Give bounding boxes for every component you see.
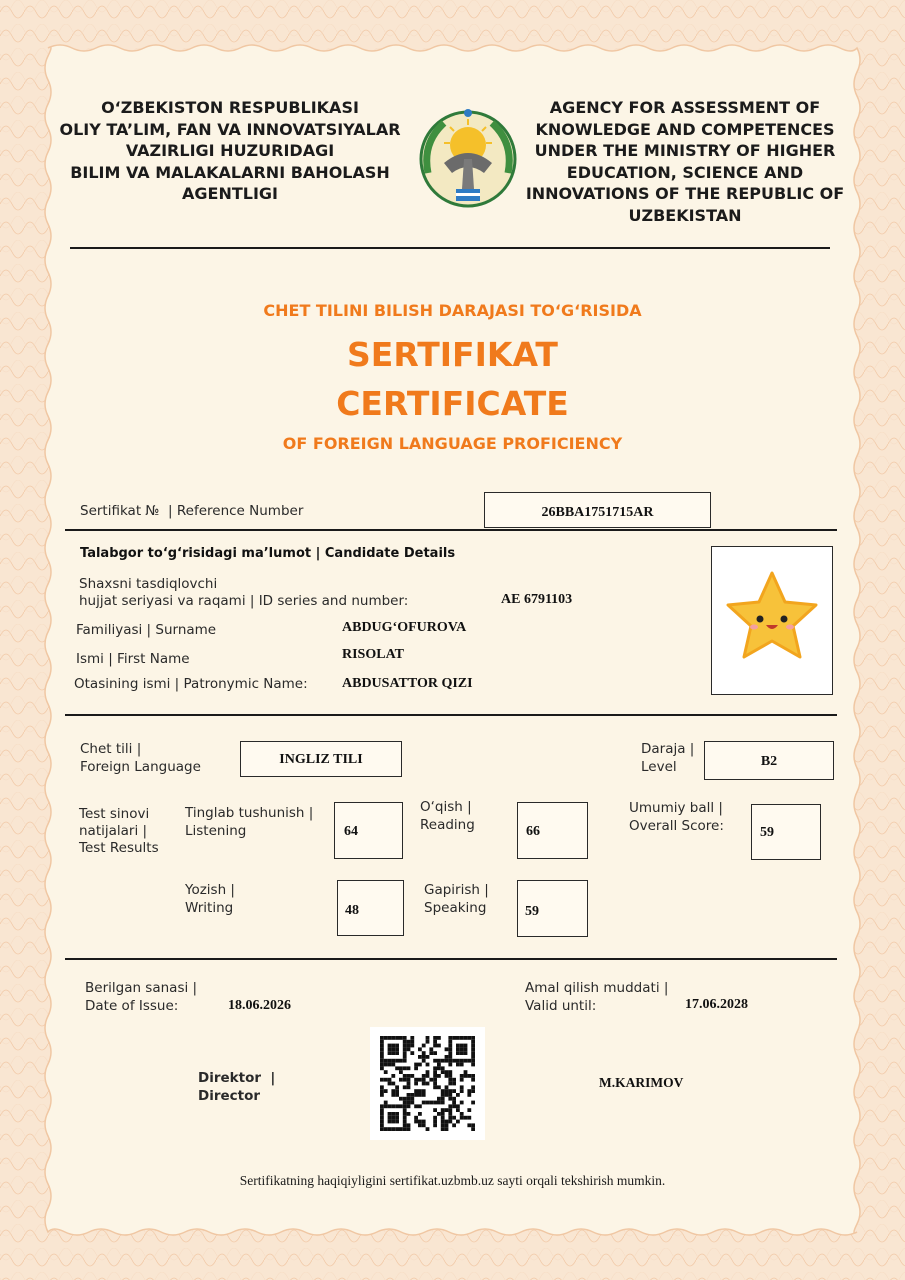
listening-label-line2: Listening — [185, 823, 247, 839]
star-smiley-icon — [712, 547, 832, 694]
reading-label-line1: O‘qish | — [420, 799, 472, 815]
speaking-value: 59 — [525, 904, 539, 919]
reference-value: 26BBA1751715AR — [541, 505, 654, 520]
header-right-line: UZBEKISTAN — [628, 205, 742, 225]
header-left — [55, 97, 405, 205]
director-name: M.KARIMOV — [599, 1075, 684, 1090]
reading-box — [517, 802, 588, 859]
issue-label-line1: Berilgan sanasi | — [85, 980, 198, 996]
header-left-line: AGENTLIGI — [182, 184, 278, 203]
director-label-line1: Direktor | — [198, 1070, 276, 1086]
header-right — [525, 97, 845, 226]
header-left-line: VAZIRLIGI HUZURIDAGI — [125, 141, 335, 160]
reading-label-line2: Reading — [420, 817, 475, 833]
overall-value: 59 — [760, 825, 774, 840]
lang-label-line2: Foreign Language — [80, 759, 201, 775]
surname-value: ABDUG‘OFUROVA — [342, 620, 467, 635]
header-left-line: O‘ZBEKISTON RESPUBLIKASI — [101, 98, 359, 117]
speaking-label-line2: Speaking — [424, 900, 487, 916]
title-uz: SERTIFIKAT — [347, 335, 558, 374]
overall-box — [751, 804, 821, 860]
header-right-line: UNDER THE MINISTRY OF HIGHER — [534, 141, 836, 160]
patronymic-value: ABDUSATTOR QIZI — [342, 676, 473, 691]
candidate-heading: Talabgor to‘g‘risidagi ma’lumot | Candidate Details — [80, 546, 456, 561]
reading-value: 66 — [526, 824, 540, 839]
issue-label-line2: Date of Issue: — [85, 998, 179, 1014]
reference-box — [484, 492, 711, 528]
footer-note: Sertifikatning haqiqiyligini sertifikat.uzbmb.uz sayti orqali tekshirish mumkin. — [239, 1173, 666, 1188]
header-right-line: EDUCATION, SCIENCE AND — [566, 162, 804, 182]
subtitle-uz: CHET TILINI BILISH DARAJASI TO‘G‘RISIDA — [263, 301, 642, 320]
level-label-line1: Daraja | — [641, 741, 695, 757]
listening-box — [334, 802, 403, 859]
header-left-line: OLIY TA’LIM, FAN VA INNOVATSIYALAR — [59, 119, 401, 139]
issue-value: 18.06.2026 — [228, 998, 291, 1013]
id-label-line2: hujjat seriyasi va raqami | ID series and number: — [79, 593, 409, 609]
writing-box — [337, 880, 404, 936]
id-value: AE 6791103 — [501, 592, 573, 607]
first-name-value: RISOLAT — [342, 647, 404, 662]
level-value: B2 — [760, 754, 778, 769]
results-divider — [65, 958, 837, 960]
id-label-line1: Shaxsni tasdiqlovchi — [79, 576, 218, 592]
results-label-line1: Test sinovi — [79, 806, 150, 822]
title-en: CERTIFICATE — [336, 384, 569, 423]
valid-value: 17.06.2028 — [685, 997, 748, 1012]
lang-box — [240, 741, 402, 777]
subtitle-en: OF FOREIGN LANGUAGE PROFICIENCY — [282, 434, 623, 453]
valid-label-line1: Amal qilish muddati | — [525, 980, 669, 996]
director-label-line2: Director — [198, 1088, 261, 1104]
reference-divider — [65, 529, 837, 531]
candidate-photo — [711, 546, 833, 695]
overall-label-line2: Overall Score: — [629, 818, 724, 834]
results-label-line2: natijalari | — [79, 823, 148, 839]
writing-label-line2: Writing — [185, 900, 234, 916]
reference-label: Sertifikat № | Reference Number — [80, 503, 304, 519]
header-divider — [70, 247, 830, 249]
first-name-label: Ismi | First Name — [76, 651, 190, 667]
patronymic-label: Otasining ismi | Patronymic Name: — [74, 676, 308, 692]
speaking-box — [517, 880, 588, 937]
surname-label: Familiyasi | Surname — [76, 622, 217, 638]
header-right-line: AGENCY FOR ASSESSMENT OF — [549, 98, 821, 117]
level-label-line2: Level — [641, 759, 677, 775]
writing-label-line1: Yozish | — [185, 882, 235, 898]
header-right-line: KNOWLEDGE AND COMPETENCES — [535, 119, 835, 139]
valid-label-line2: Valid until: — [525, 998, 597, 1014]
header-left-line: BILIM VA MALAKALARNI BAHOLASH — [70, 162, 390, 182]
overall-label-line1: Umumiy ball | — [629, 800, 723, 816]
results-label-line3: Test Results — [79, 840, 159, 856]
qr-code-icon[interactable] — [370, 1027, 485, 1140]
header-right-line: INNOVATIONS OF THE REPUBLIC OF — [525, 184, 845, 203]
lang-label-line1: Chet tili | — [80, 741, 142, 757]
candidate-divider — [65, 714, 837, 716]
level-box — [704, 741, 834, 780]
writing-value: 48 — [345, 903, 359, 918]
listening-label-line1: Tinglab tushunish | — [185, 805, 314, 821]
lang-value: INGLIZ TILI — [279, 752, 363, 767]
state-emblem-icon — [414, 103, 522, 211]
listening-value: 64 — [344, 824, 358, 839]
speaking-label-line1: Gapirish | — [424, 882, 489, 898]
